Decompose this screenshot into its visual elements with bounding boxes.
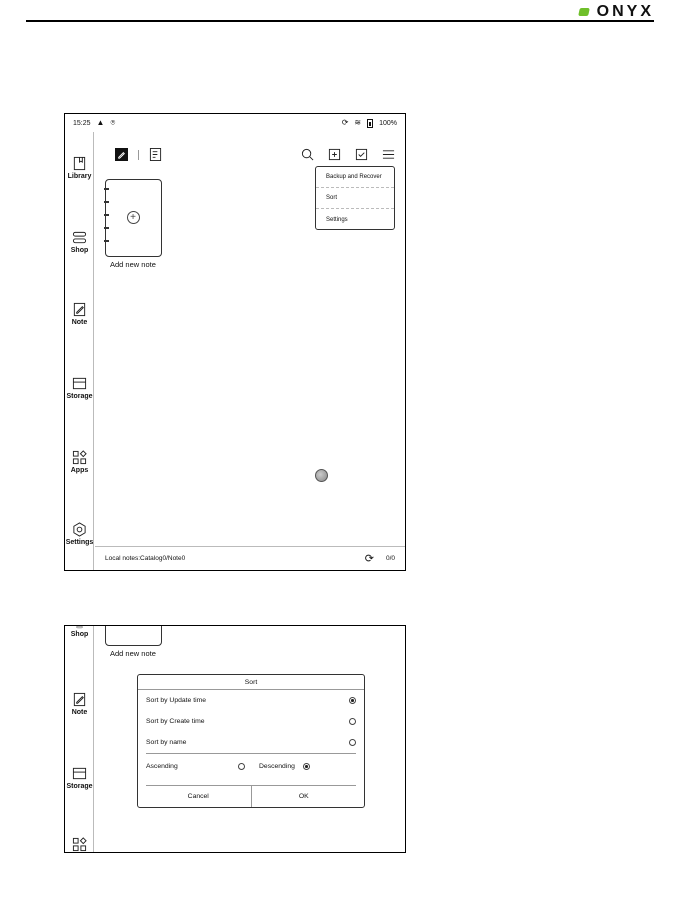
header-rule	[26, 20, 654, 22]
add-note-label: Add new note	[110, 649, 156, 658]
library-icon	[72, 156, 87, 171]
sync-icon: ⟳	[341, 118, 349, 127]
binder-ring	[104, 227, 109, 229]
sidebar-item-label: Note	[71, 319, 88, 326]
option-label: Sort by Create time	[146, 718, 205, 725]
status-bar	[65, 114, 405, 132]
menu-icon[interactable]	[382, 148, 395, 161]
sidebar-item-label: Settings	[65, 539, 94, 546]
storage-icon	[72, 376, 87, 391]
radio-unselected[interactable]	[238, 763, 245, 770]
battery-icon	[367, 119, 373, 128]
sidebar-item-library[interactable]	[65, 156, 94, 180]
toolbar	[115, 148, 395, 164]
wifi-icon: ≋	[354, 118, 362, 127]
select-icon[interactable]	[355, 148, 368, 161]
dialog-buttons	[146, 785, 356, 807]
sidebar-item-apps[interactable]	[65, 837, 94, 852]
warning-icon: ▲	[96, 118, 105, 127]
floating-toolbar-ball[interactable]	[315, 469, 328, 482]
add-note-card[interactable]	[105, 179, 162, 257]
radio-unselected[interactable]	[349, 718, 356, 725]
note-icon	[72, 302, 87, 317]
sidebar-item-shop[interactable]	[65, 230, 94, 254]
sidebar-item-label: Apps	[70, 467, 89, 474]
refresh-icon[interactable]: ⟳	[364, 552, 374, 565]
sidebar	[65, 132, 94, 570]
menu-item-sort[interactable]: Sort	[316, 188, 394, 209]
sidebar-item-note[interactable]	[65, 692, 94, 716]
sidebar-item-note[interactable]	[65, 302, 94, 326]
brand-name: ONYX	[596, 3, 654, 20]
ascending-label: Ascending	[146, 763, 178, 770]
sidebar-item-label: Note	[71, 709, 88, 716]
search-icon[interactable]	[301, 148, 314, 161]
notes-view-icon[interactable]	[115, 148, 128, 161]
storage-icon	[72, 766, 87, 781]
battery-level: 100%	[379, 119, 397, 127]
binder-ring	[104, 188, 109, 190]
radio-unselected[interactable]	[349, 739, 356, 746]
menu-item-backup[interactable]: Backup and Recover	[316, 167, 394, 188]
sort-dialog	[137, 674, 365, 808]
apps-icon	[72, 837, 87, 852]
footer-path: Local notes:Catalog0/Note0	[105, 555, 186, 562]
notification-icon: ⍟	[110, 118, 116, 127]
shop-icon	[72, 625, 87, 629]
overflow-menu	[315, 166, 395, 230]
add-note-card[interactable]	[105, 625, 162, 646]
sidebar-item-label: Storage	[66, 783, 93, 790]
sort-option-update-time[interactable]	[146, 690, 356, 711]
binder-ring	[104, 214, 109, 216]
apps-icon	[72, 450, 87, 465]
order-ascending[interactable]	[146, 763, 251, 770]
cancel-button[interactable]: Cancel	[146, 786, 252, 807]
sidebar-item-label: Shop	[70, 631, 89, 638]
sidebar-item-label: Shop	[70, 247, 89, 254]
add-note-label: Add new note	[110, 260, 156, 269]
ok-button[interactable]: OK	[298, 793, 309, 800]
radio-selected[interactable]	[349, 697, 356, 704]
settings-icon	[72, 522, 87, 537]
status-time: 15:25	[73, 119, 91, 127]
sort-dialog-screenshot	[64, 625, 406, 853]
note-icon	[72, 692, 87, 707]
radio-selected[interactable]	[303, 763, 310, 770]
order-descending[interactable]	[251, 763, 356, 770]
sidebar-item-shop[interactable]	[65, 625, 94, 638]
menu-item-settings[interactable]: Settings	[326, 216, 348, 223]
sidebar-item-storage[interactable]	[65, 376, 94, 400]
sidebar-item-apps[interactable]	[65, 450, 94, 474]
footer-bar	[95, 546, 405, 570]
option-label: Sort by name	[146, 739, 187, 746]
toolbar-divider	[138, 150, 139, 160]
add-icon: +	[127, 211, 140, 224]
sort-option-name[interactable]	[146, 732, 356, 753]
brand-logo	[579, 4, 654, 20]
descending-label: Descending	[259, 763, 295, 770]
sidebar	[65, 626, 94, 852]
dialog-title: Sort	[138, 675, 364, 690]
notes-screenshot	[64, 113, 406, 571]
sort-order-row	[146, 753, 356, 779]
new-folder-icon[interactable]	[328, 148, 341, 161]
binder-ring	[104, 240, 109, 242]
sidebar-item-settings[interactable]	[65, 522, 94, 546]
sidebar-item-label: Storage	[66, 393, 93, 400]
shop-icon	[72, 230, 87, 245]
sort-option-create-time[interactable]	[146, 711, 356, 732]
binder-ring	[104, 201, 109, 203]
sidebar-item-storage[interactable]	[65, 766, 94, 790]
templates-icon[interactable]	[149, 148, 162, 161]
option-label: Sort by Update time	[146, 697, 207, 704]
page-count: 0/0	[385, 555, 395, 562]
brand-mark-icon	[579, 6, 593, 18]
sidebar-item-label: Library	[67, 173, 92, 180]
